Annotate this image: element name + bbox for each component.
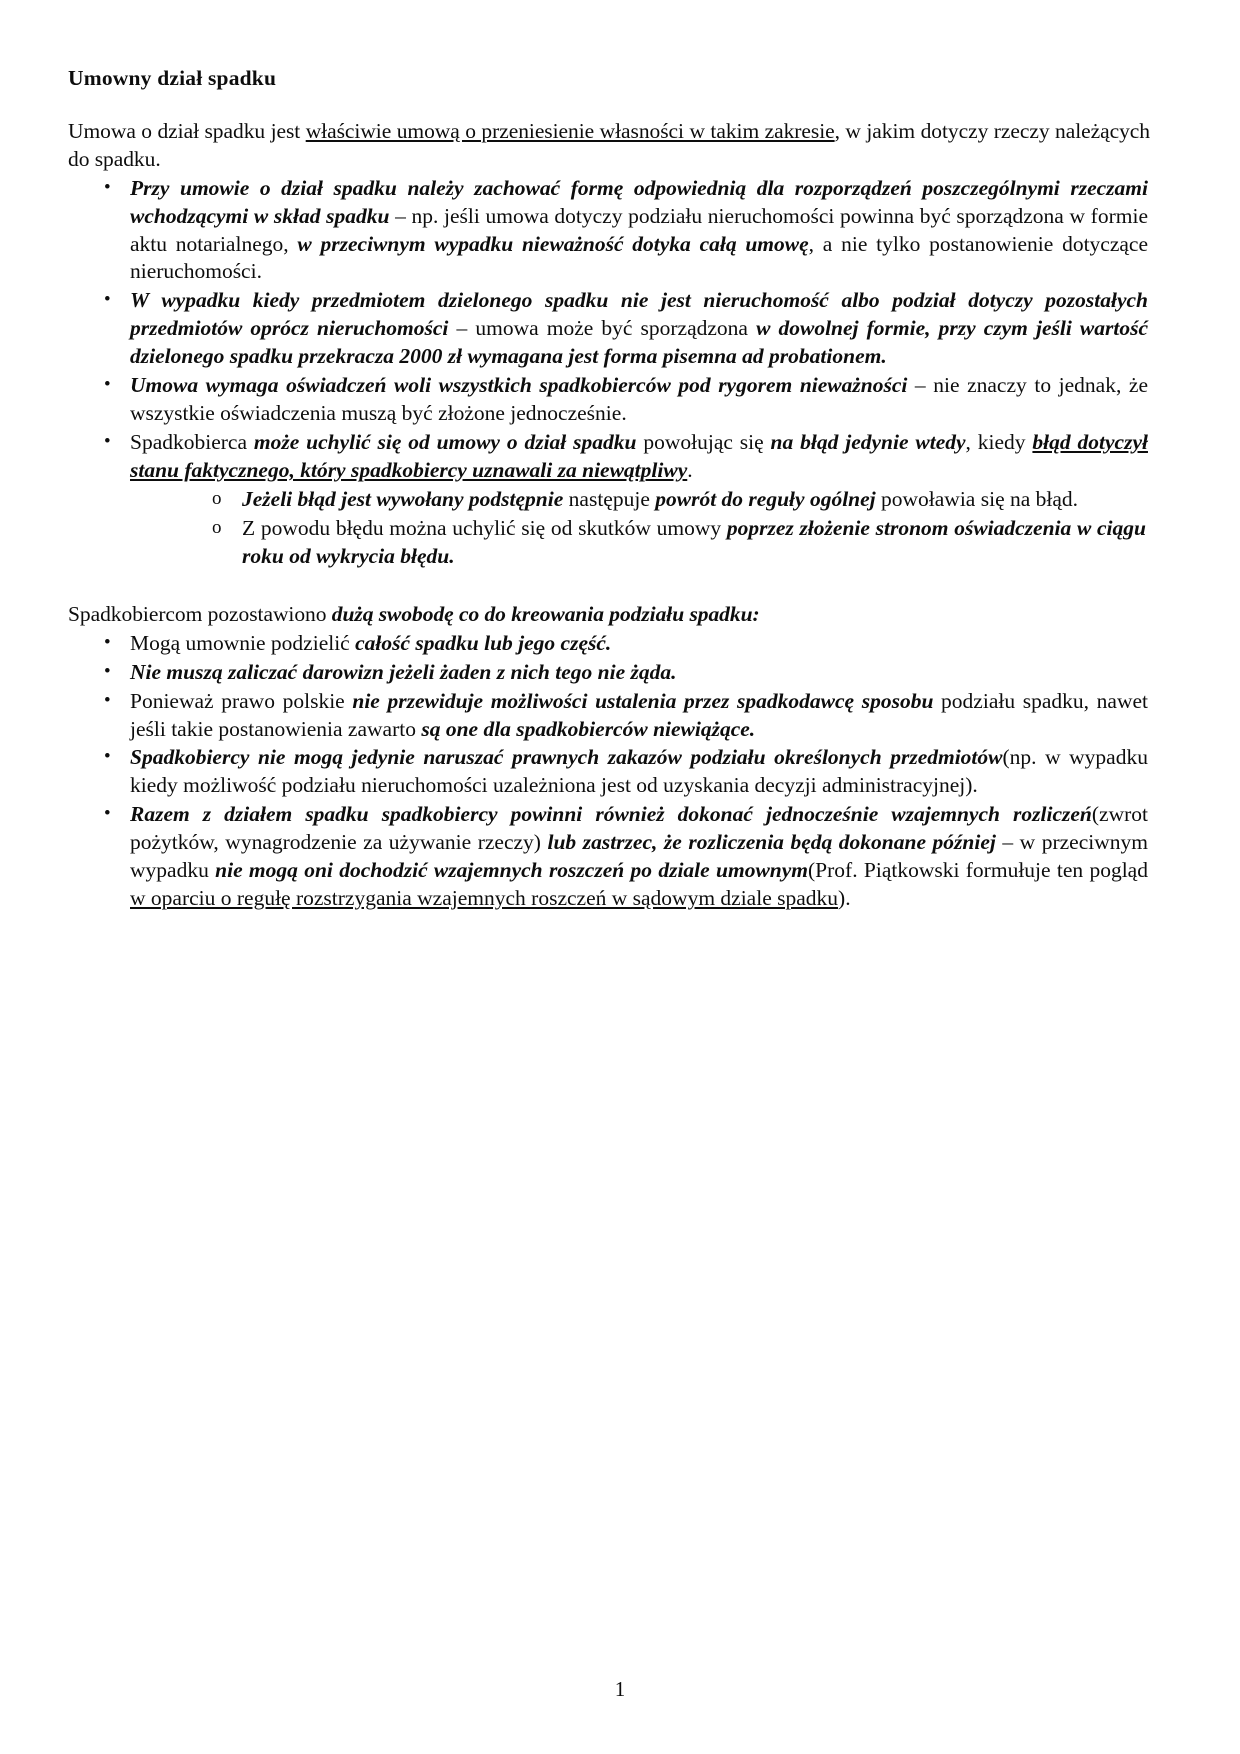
bullet2-plain1: – umowa może być sporządzona (448, 316, 757, 341)
sub-bullet-wrapper (176, 486, 1148, 571)
page-number: 1 (614, 1677, 626, 1701)
section2-intro-paragraph (68, 601, 1150, 629)
s2bullet4-bolditalic1: Spadkobiercy nie mogą jedynie naruszać prawnych zakazów podziału określonych przedmiotów (130, 745, 1003, 770)
s2bullet5-plain2: – w przeciwnym wypadku (130, 830, 1148, 883)
s2bullet1-plain1: Mogą umownie podzielić (130, 630, 356, 655)
bullet3-plain1: – nie znaczy to jednak, że wszystkie oświadczenia muszą być złożone jednocześnie. (130, 373, 1148, 426)
subbullet1-bolditalic2: powrót do reguły ogólnej (655, 486, 876, 511)
bullet4-plain1: Spadkobierca (130, 430, 254, 455)
bullet1-plain2: , a nie tylko postanowienie dotyczące nieruchomości. (130, 231, 1149, 284)
list-item (66, 688, 1150, 744)
list-item (66, 801, 1150, 913)
bullet4-plain4: . (687, 458, 693, 483)
section1-bullet-list (66, 175, 1150, 571)
sub-bullet-list (176, 486, 1148, 571)
list-item (66, 630, 1150, 658)
s2bullet3-plain1: Ponieważ prawo polskie (130, 688, 353, 713)
section2-intro-plain1: Spadkobiercom pozostawiono (68, 601, 332, 626)
s2bullet3-plain2: podziału spadku, nawet jeśli takie postanowienia zawarto (130, 688, 1148, 741)
list-item (176, 486, 1148, 514)
s2bullet2-bolditalic1: Nie muszą zaliczać darowizn jeżeli żaden z nich tego nie żąda. (130, 659, 677, 684)
bullet3-bolditalic1: Umowa wymaga oświadczeń woli wszystkich spadkobierców pod rygorem nieważności (130, 373, 908, 398)
list-item (66, 372, 1150, 428)
subbullet1-plain1: następuje (563, 486, 656, 511)
bullet4-bolditalic-underline: błąd dotyczył stanu faktycznego, który spadkobiercy uznawali za niewątpliwy (130, 430, 1148, 483)
subbullet1-bolditalic1: Jeżeli błąd jest wywołany podstępnie (242, 486, 564, 511)
bullet2-bolditalic2: w dowolnej formie, przy czym jeśli wartość dzielonego spadku przekracza 2000 zł wymagana jest forma pisemna ad probationem. (130, 316, 1149, 369)
subbullet1-plain2: powoławia się na błąd. (875, 486, 1079, 511)
s2bullet5-bolditalic2: lub zastrzec, że rozliczenia będą dokonane później (547, 830, 996, 855)
s2bullet3-bolditalic2: są one dla spadkobierców niewiążące. (421, 716, 756, 741)
s2bullet3-bolditalic1: nie przewiduje możliwości ustalenia przez spadkodawcę sposobu (352, 688, 934, 713)
s2bullet5-plain4: ). (838, 886, 851, 911)
s2bullet5-bolditalic1: Razem z działem spadku spadkobiercy powinni również dokonać jednocześnie wzajemnych rozliczeń (130, 802, 1092, 827)
s2bullet5-plain1: (zwrot pożytków, wynagrodzenie za używanie rzeczy) (130, 802, 1148, 855)
bullet4-bolditalic2: na błąd jedynie wtedy (770, 430, 966, 455)
list-item (66, 744, 1150, 800)
s2bullet5-bolditalic3: nie mogą oni dochodzić wzajemnych roszczeń po dziale umownym (215, 858, 809, 883)
list-item (66, 429, 1150, 571)
bullet1-plain1: – np. jeśli umowa dotyczy podziału nieruchomości powinna być sporządzona w formie aktu notarialnego, (130, 203, 1148, 256)
intro-text-underlined: właściwie umową o przeniesienie własności w takim zakresie (305, 118, 835, 143)
list-item (66, 287, 1150, 371)
section2-intro-bolditalic1: dużą swobodę co do kreowania podziału spadku: (331, 601, 760, 626)
s2bullet4-plain2: (np. w wypadku kiedy możliwość podziału nieruchomości uzależniona jest od uzyskania decyzji administracyjnej). (130, 745, 1148, 798)
page-title: Umowny dział spadku (68, 66, 277, 90)
list-item (66, 175, 1150, 287)
intro-paragraph (68, 118, 1150, 174)
section2-bullet-list (66, 630, 1150, 913)
s2bullet5-underline1: w oparciu o regułę rozstrzygania wzajemnych roszczeń w sądowym dziale spadku (130, 886, 839, 911)
bullet4-plain2: powołując się (636, 430, 771, 455)
bullet2-bolditalic1: W wypadku kiedy przedmiotem dzielonego spadku nie jest nieruchomość albo podział dotyczy pozostałych przedmiotów oprócz nieruchomości (130, 288, 1148, 341)
intro-text-part1: Umowa o dział spadku jest (68, 118, 306, 143)
intro-text-part2: , w jakim dotyczy rzeczy należących do spadku. (68, 118, 1150, 171)
bullet1-bolditalic1: Przy umowie o dział spadku należy zachować formę odpowiednią dla rozporządzeń poszczególnymi rzeczami wchodzącymi w skład spadku (130, 175, 1148, 228)
bullet4-bolditalic1: może uchylić się od umowy o dział spadku (253, 430, 637, 455)
s2bullet5-plain3: (Prof. Piątkowski formułuje ten pogląd (808, 858, 1148, 883)
s2bullet1-bolditalic1: całość spadku lub jego część. (355, 630, 612, 655)
bullet1-bolditalic2: w przeciwnym wypadku nieważność dotyka całą umowę (297, 231, 809, 256)
bullet4-plain3: , kiedy (965, 430, 1033, 455)
subbullet2-bolditalic1: poprzez złożenie stronom oświadczenia w ciągu roku od wykrycia błędu. (242, 515, 1146, 568)
list-item (66, 659, 1150, 687)
subbullet2-plain1: Z powodu błędu można uchylić się od skutków umowy (242, 515, 727, 540)
list-item (176, 515, 1148, 571)
